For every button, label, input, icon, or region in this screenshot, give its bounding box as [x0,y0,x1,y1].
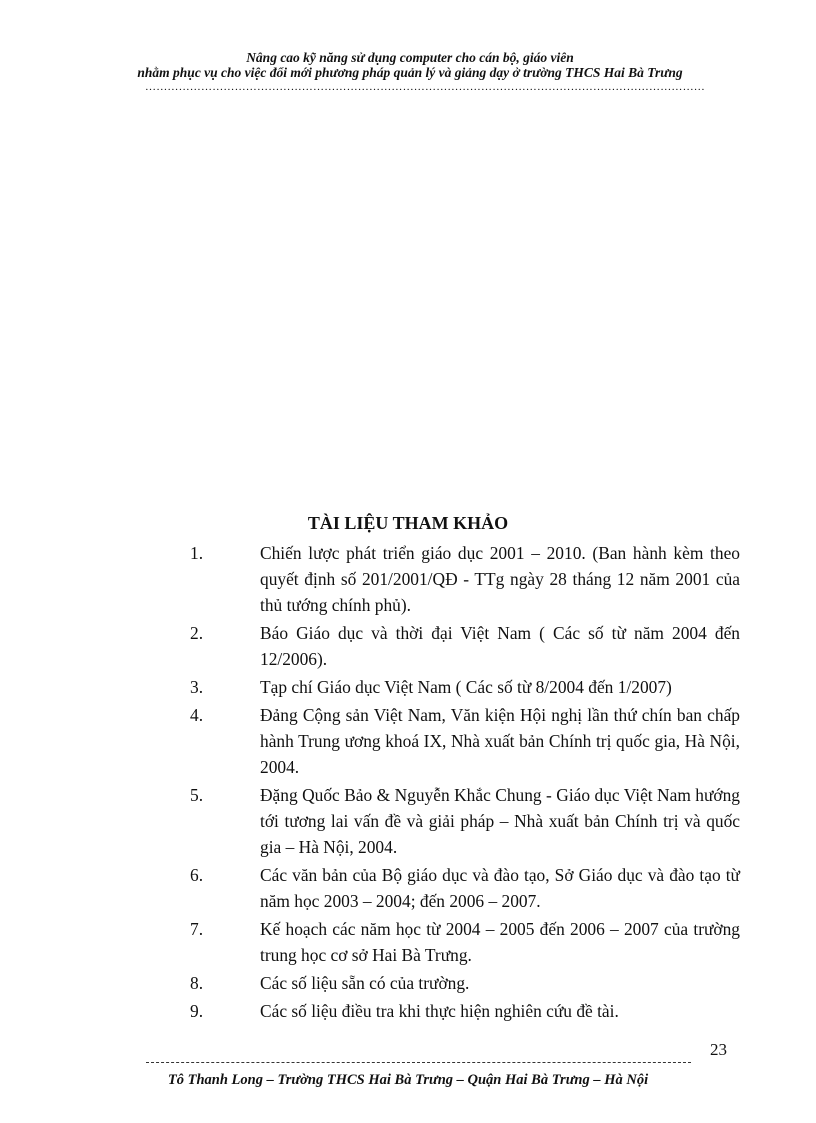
page-header [100,50,720,95]
reference-number: 5. [190,785,204,805]
reference-text: Các số liệu điều tra khi thực hiện nghiên cứu đề tài. [260,1001,619,1021]
reference-item [180,970,740,996]
reference-item [180,862,740,914]
reference-item [180,782,740,860]
reference-text: Đảng Cộng sản Việt Nam, Văn kiện Hội nghị lần thứ chín ban chấp hành Trung ương khoá IX, Nhà xuất bản Chính trị quốc gia, Hà Nội, 2004. [260,705,740,777]
reference-item [180,702,740,780]
reference-text: Các văn bản của Bộ giáo dục và đào tạo, Sở Giáo dục và đào tạo từ năm học 2003 – 2004; đến 2006 – 2007. [260,865,740,911]
reference-item [180,916,740,968]
reference-text: Các số liệu sẵn có của trường. [260,973,470,993]
reference-text: Chiến lược phát triển giáo dục 2001 – 2010. (Ban hành kèm theo quyết định số 201/2001/QĐ - TTg ngày 28 tháng 12 năm 2001 của thủ tướng chính phủ). [260,543,740,615]
reference-text: Đặng Quốc Bảo & Nguyễn Khắc Chung - Giáo dục Việt Nam hướng tới tương lai vấn đề và giải pháp – Nhà xuất bản Chính trị và quốc gia – Hà Nội, 2004. [260,785,740,857]
reference-number: 9. [190,1001,204,1021]
reference-text: Kế hoạch các năm học từ 2004 – 2005 đến 2006 – 2007 của trường trung học cơ sở Hai Bà Trưng. [260,919,740,965]
reference-number: 4. [190,705,204,725]
section-title: TÀI LIỆU THAM KHẢO [307,513,509,533]
reference-list [180,540,740,1026]
header-line-2: nhằm phục vụ cho việc đổi mới phương pháp quản lý và giảng dạy ở trường THCS Hai Bà Trưng [137,65,683,80]
reference-item [180,674,740,700]
footer-divider [146,1062,691,1063]
reference-number: 7. [190,919,204,939]
header-line-1: Nâng cao kỹ năng sử dụng computer cho cán bộ, giáo viên [246,50,574,65]
page-number: 23 [710,1040,727,1059]
reference-text: Tạp chí Giáo dục Việt Nam ( Các số từ 8/2004 đến 1/2007) [260,677,672,697]
reference-number: 6. [190,865,204,885]
reference-number: 2. [190,623,204,643]
reference-item [180,540,740,618]
reference-number: 1. [190,543,204,563]
reference-text: Báo Giáo dục và thời đại Việt Nam ( Các số từ năm 2004 đến 12/2006). [260,623,740,669]
reference-number: 3. [190,677,204,697]
header-dotted-rule: …………………………………………………………………………………………………………………………………… [145,81,705,93]
reference-number: 8. [190,973,204,993]
reference-item [180,620,740,672]
page-footer: Tô Thanh Long – Trường THCS Hai Bà Trưng – Quận Hai Bà Trưng – Hà Nội [167,1072,649,1088]
reference-item [180,998,740,1024]
